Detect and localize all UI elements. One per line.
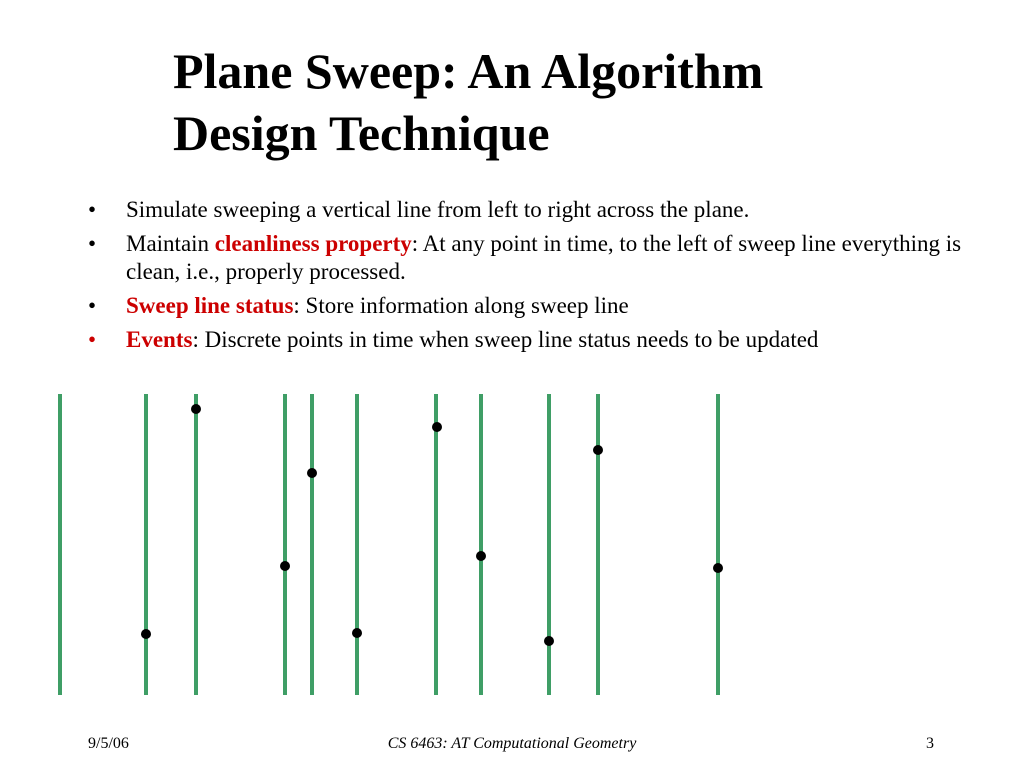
bullet-item-events (88, 326, 968, 354)
event-point (593, 445, 603, 455)
footer-course: CS 6463: AT Computational Geometry (387, 735, 637, 752)
bullet-item-simulate (88, 196, 968, 224)
bullet-text: : Store information along sweep line (293, 293, 629, 318)
title-line-1: Plane Sweep: An Algorithm (173, 43, 764, 99)
event-point (280, 561, 290, 571)
footer-date: 9/5/06 (88, 735, 129, 752)
term-events: Events (126, 327, 193, 352)
event-point (432, 422, 442, 432)
bullet-text-prefix: Maintain (126, 231, 215, 256)
bullet-marker: • (88, 231, 97, 256)
sweep-lines (60, 394, 718, 695)
footer-page-number: 3 (926, 735, 934, 752)
sweep-illustration (0, 388, 1024, 704)
bullet-text: Simulate sweeping a vertical line from left to right across the plane. (126, 197, 750, 222)
event-point (713, 563, 723, 573)
bullet-text: : At any point in time, to the left of sweep line everything is clean, i.e., properly processed. (126, 231, 962, 284)
event-point (191, 404, 201, 414)
event-point (476, 551, 486, 561)
event-point (544, 636, 554, 646)
bullet-item-sweep-status (88, 292, 968, 320)
bullet-item-cleanliness (88, 230, 968, 286)
event-point (352, 628, 362, 638)
slide-title (173, 40, 973, 164)
event-points (141, 404, 723, 646)
event-point (141, 629, 151, 639)
term-sweep-line-status: Sweep line status (126, 293, 294, 318)
bullet-list (88, 196, 968, 360)
bullet-text: : Discrete points in time when sweep line status needs to be updated (192, 327, 819, 352)
bullet-marker: • (88, 197, 97, 222)
bullet-marker: • (88, 293, 97, 318)
title-line-2: Design Technique (173, 105, 550, 161)
bullet-marker: • (88, 327, 97, 352)
term-cleanliness-property: cleanliness property (214, 231, 412, 256)
event-point (307, 468, 317, 478)
